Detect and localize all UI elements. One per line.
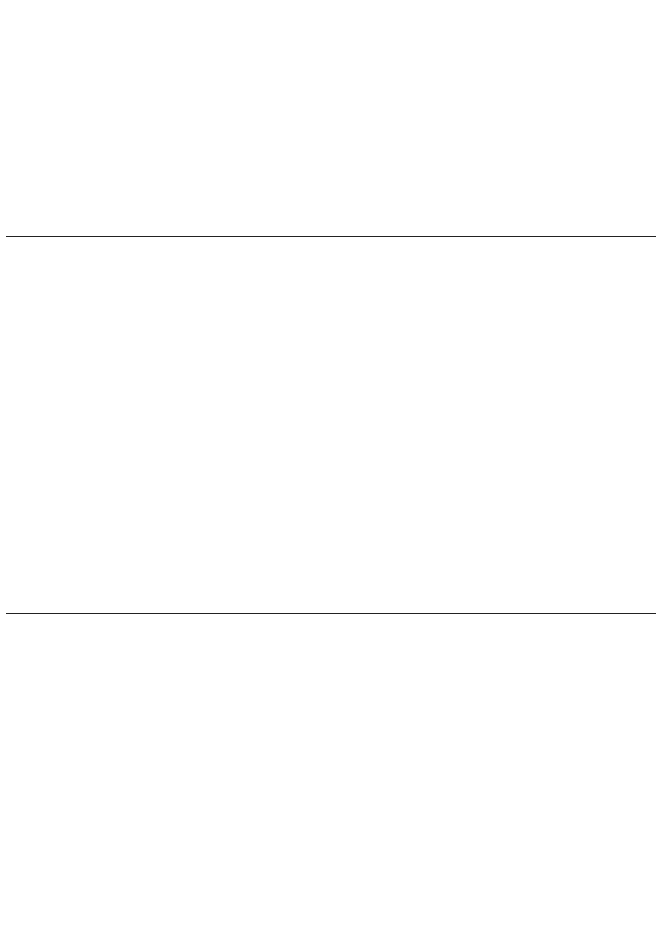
top-section [6, 6, 656, 232]
middle-section [6, 242, 656, 612]
gazette-page [6, 6, 656, 937]
divider-top [6, 236, 656, 237]
bottom-section [6, 614, 656, 937]
